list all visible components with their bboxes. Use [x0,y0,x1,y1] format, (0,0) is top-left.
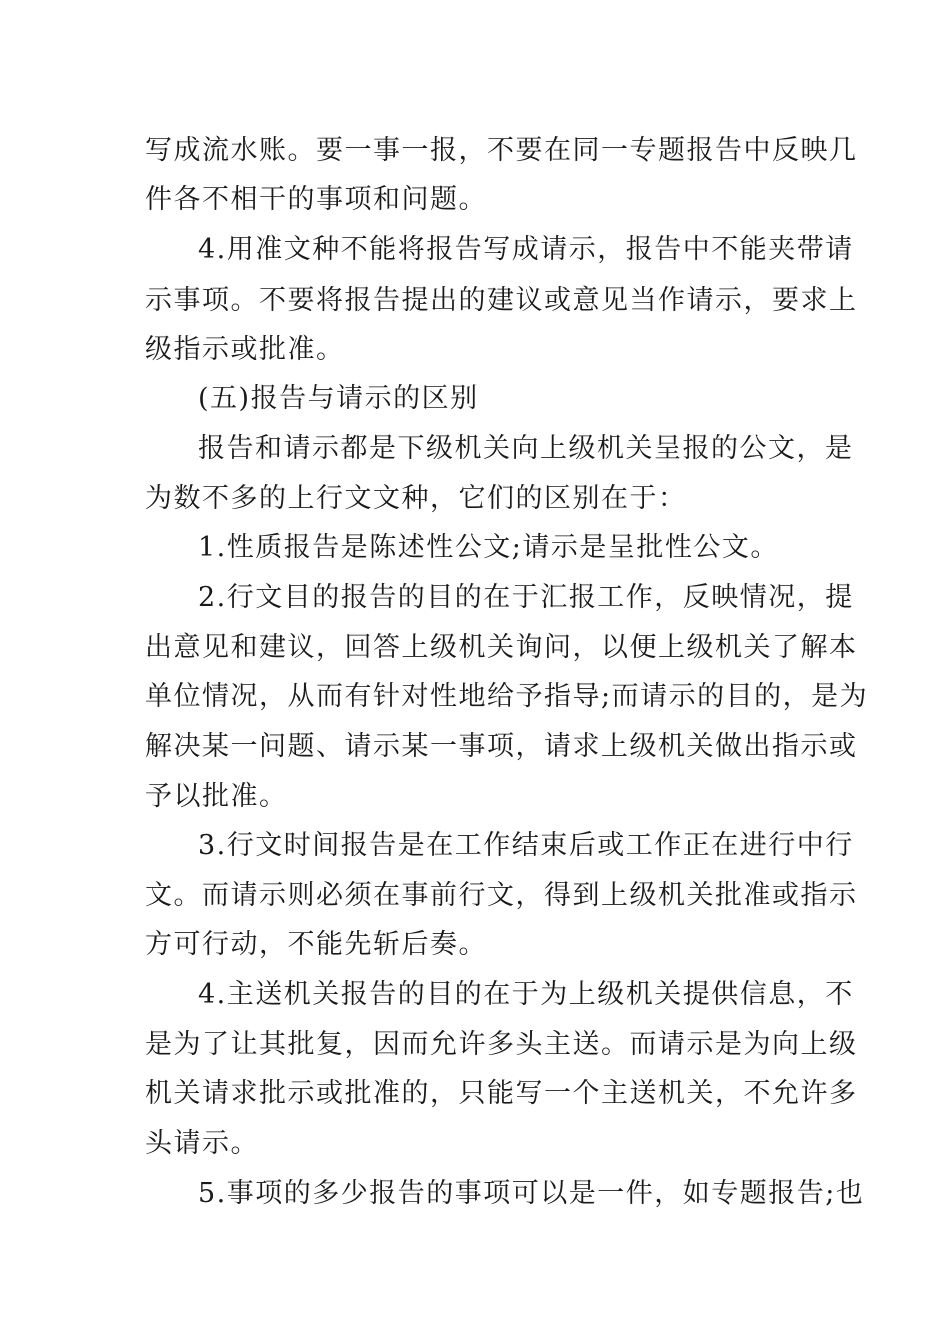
text-line: 4.主送机关报告的目的在于为上级机关提供信息，不 [198,979,854,1010]
text-line: 示事项。不要将报告提出的建议或意见当作请示，要求上 [145,285,858,316]
text-line: 予以批准。 [145,781,288,812]
text-line: 1.性质报告是陈述性公文;请示是呈批性公文。 [198,532,779,563]
text-line: 为数不多的上行文文种，它们的区别在于： [145,483,687,514]
text-line: 是为了让其批复，因而允许多头主送。而请示是为向上级 [145,1029,858,1060]
section-heading: (五)报告与请示的区别 [198,383,479,414]
text-line: 件各不相干的事项和问题。 [145,184,487,215]
text-line: 报告和请示都是下级机关向上级机关呈报的公文，是 [198,433,854,464]
text-line: 写成流水账。要一事一报，不要在同一专题报告中反映几 [145,135,858,166]
text-line: 机关请求批示或批准的，只能写一个主送机关，不允许多 [145,1078,858,1109]
text-line: 2.行文目的报告的目的在于汇报工作，反映情况，提 [198,582,854,613]
text-line: 方可行动，不能先斩后奏。 [145,929,487,960]
text-line: 单位情况，从而有针对性地给予指导;而请示的目的，是为 [145,681,869,712]
text-line: 头请示。 [145,1128,259,1159]
text-line: 级指示或批准。 [145,334,345,365]
text-line: 3.行文时间报告是在工作结束后或工作正在进行中行 [198,830,854,861]
text-line: 5.事项的多少报告的事项可以是一件，如专题报告;也 [198,1178,865,1209]
text-line: 解决某一问题、请示某一事项，请求上级机关做出指示或 [145,731,858,762]
text-line: 文。而请示则必须在事前行文，得到上级机关批准或指示 [145,880,858,911]
text-line: 出意见和建议，回答上级机关询问，以便上级机关了解本 [145,632,858,663]
text-line: 4.用准文种不能将报告写成请示，报告中不能夹带请 [198,234,854,265]
